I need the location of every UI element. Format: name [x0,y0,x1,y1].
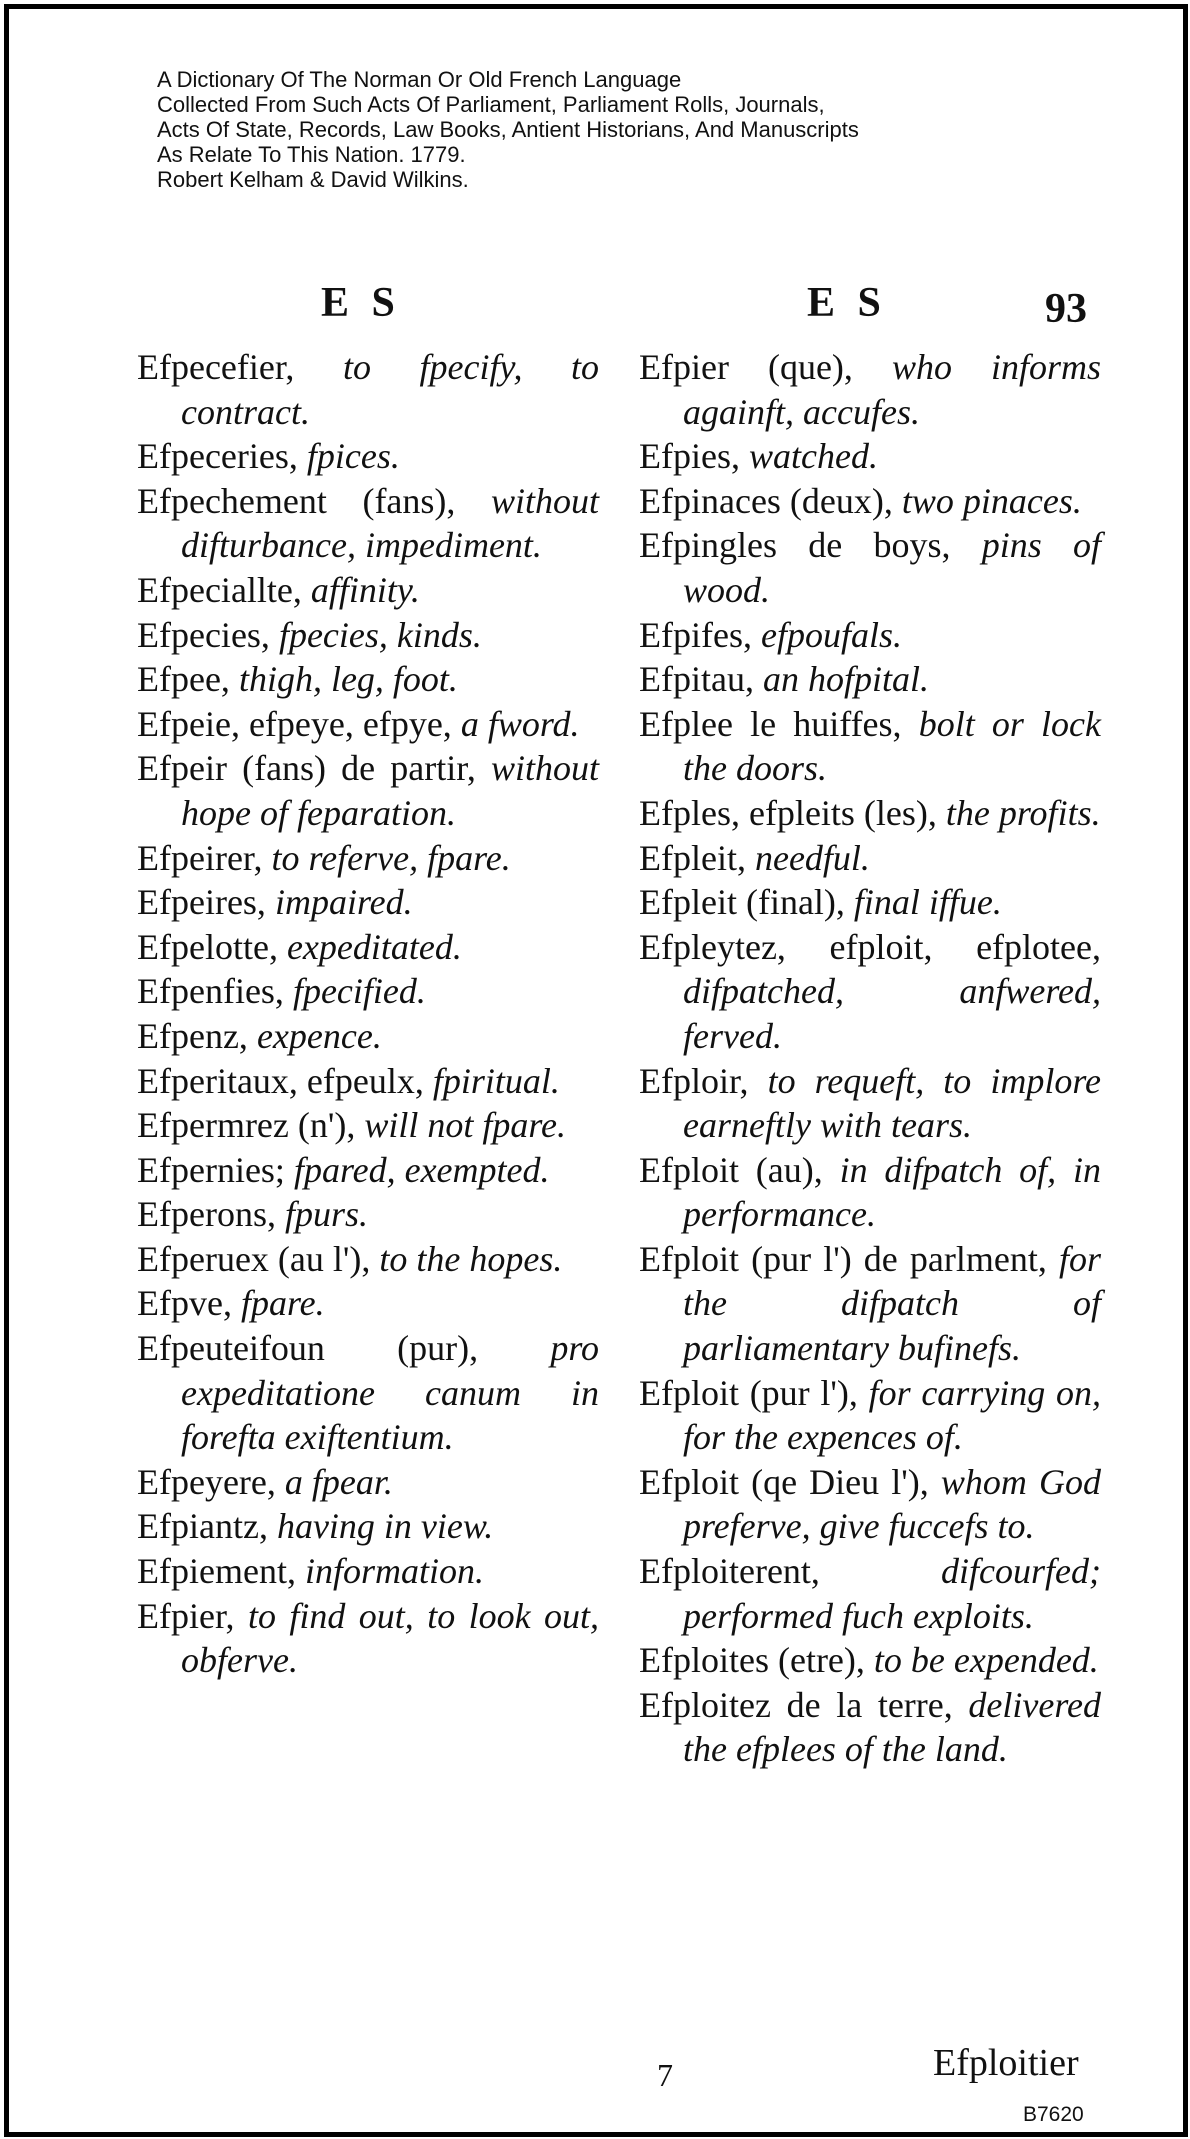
dictionary-entry [137,613,599,658]
entry-definition: to the hopes. [379,1238,563,1279]
entry-definition: information. [304,1551,484,1592]
dictionary-entry [137,1281,599,1326]
entry-headword: Efpies, [639,436,740,477]
entry-headword: Efpee, [137,659,230,700]
entry-headword: Efploit (qe Dieu l'), [639,1461,929,1502]
entry-definition: to referve, fpare. [271,837,511,878]
entry-headword: Efploites (etre), [639,1640,865,1681]
header-line: Acts Of State, Records, Law Books, Antient Historians, And Manuscripts [157,117,859,142]
entry-definition: impaired. [274,882,413,923]
dictionary-entry [639,1371,1101,1460]
reference-code: B7620 [1023,2103,1084,2126]
entry-definition: watched. [748,436,878,477]
dictionary-entry [137,702,599,747]
dictionary-entry [137,1059,599,1104]
header-line: Robert Kelham & David Wilkins. [157,167,469,192]
entry-headword: Efpiantz, [137,1506,268,1547]
dictionary-entry [137,1594,599,1683]
dictionary-entry [137,434,599,479]
entry-headword: Efples, efpleits (les), [639,792,937,833]
dictionary-entry [137,925,599,970]
entry-headword: Efpier, [137,1595,235,1636]
dictionary-entry [137,345,599,434]
entry-headword: Efploit (pur l') de parlment, [639,1238,1047,1279]
entry-definition: a fword. [460,703,580,744]
header-line: Collected From Such Acts Of Parliament, Parliament Rolls, Journals, [157,92,825,117]
dictionary-entry [639,1148,1101,1237]
entry-headword: Efpitau, [639,659,754,700]
entry-headword: Efplee le huiffes, [639,703,902,744]
entry-definition: without difturbance, impediment. [181,480,599,566]
right-column [639,345,1101,1772]
dictionary-entry [639,613,1101,658]
entry-headword: Efperitaux, efpeulx, [137,1060,424,1101]
entry-definition: having in view. [276,1506,494,1547]
entry-definition: difpatched, anfwered, ferved. [683,971,1101,1056]
dictionary-entry [639,1237,1101,1371]
entry-definition: an hofpital. [762,659,929,700]
dictionary-entry [137,1148,599,1193]
entry-headword: Efpenz, [137,1015,248,1056]
entry-definition: to be expended. [873,1640,1099,1681]
entry-headword: Efpenfies, [137,971,284,1012]
entry-definition: expence. [256,1015,382,1056]
dictionary-entry [137,969,599,1014]
entry-headword: Efploir, [639,1060,749,1101]
entry-definition: fpurs. [284,1194,368,1235]
dictionary-entry [137,836,599,881]
entry-definition: to find out, to look out, obferve. [181,1595,599,1681]
dictionary-entry [639,1460,1101,1549]
entry-definition: a fpear. [284,1461,393,1502]
dictionary-entry [639,836,1101,881]
dictionary-entry [639,1059,1101,1148]
left-column [137,345,599,1683]
page-number: 93 [1045,286,1087,332]
entry-headword: Efpelotte, [137,926,278,967]
running-head-left: E S [321,280,401,326]
dictionary-entry [137,1237,599,1282]
entry-definition: fpare. [240,1283,325,1324]
entry-definition: without hope of feparation. [181,748,599,833]
entry-headword: Efpeie, efpeye, efpye, [137,703,452,744]
dictionary-entry [137,479,599,568]
dictionary-entry [137,1460,599,1505]
entry-definition: delivered the efplees of the land. [683,1684,1101,1770]
entry-definition: fpared, exempted. [293,1149,550,1190]
entry-definition: pins of wood. [683,525,1102,610]
entry-headword: Efperuex (au l'), [137,1238,371,1279]
dictionary-entry [137,1192,599,1237]
entry-headword: Efpinaces (deux), [639,480,893,521]
entry-definition: for the difpatch of parliamentary bufinefs. [683,1238,1101,1369]
entry-headword: Efpeuteifoun (pur), [137,1328,479,1369]
header-line: As Relate To This Nation. 1779. [157,142,466,167]
entry-headword: Efploitez de la terre, [639,1684,953,1725]
dictionary-entry [137,568,599,613]
dictionary-entry [137,1014,599,1059]
entry-definition: bolt or lock the doors. [683,703,1101,789]
entry-definition: two pinaces. [901,480,1082,521]
entry-headword: Efpernies; [137,1149,285,1190]
entry-headword: Efploiterent, [639,1551,820,1592]
dictionary-entry [137,1504,599,1549]
entry-headword: Efpermrez (n'), [137,1105,356,1146]
dictionary-entry [137,880,599,925]
entry-headword: Efpier (que), [639,347,853,387]
entry-headword: Efpeirer, [137,837,263,878]
entry-headword: Efploit (pur l'), [639,1372,858,1413]
header-line: A Dictionary Of The Norman Or Old French Language [157,67,682,92]
entry-definition: fpiritual. [432,1060,560,1101]
dictionary-entry [639,523,1101,612]
entry-headword: Efpifes, [639,614,752,655]
dictionary-entry [137,746,599,835]
dictionary-entry [137,657,599,702]
entry-definition: needful. [754,837,870,878]
signature-mark: 7 [657,2057,673,2093]
dictionary-entry [639,791,1101,836]
dictionary-entry [639,880,1101,925]
entry-headword: Efploit (au), [639,1149,823,1190]
entry-headword: Efpingles de boys, [639,525,951,566]
entry-headword: Efpleit (final), [639,882,845,923]
catchword: Efploitier [933,2042,1079,2084]
entry-definition: for carrying on, for the expences of. [683,1372,1102,1458]
dictionary-entry [639,345,1101,434]
dictionary-entry [137,1549,599,1594]
dictionary-entry [639,702,1101,791]
entry-headword: Efpleytez, efploit, efplotee, [639,926,1101,967]
entry-definition: to requeft, to implore earneftly with tears. [683,1060,1101,1146]
entry-headword: Efpeyere, [137,1461,276,1502]
entry-headword: Efpleit, [639,837,746,878]
running-head-right: E S [807,280,887,326]
entry-definition: who informs againft, accufes. [683,347,1101,432]
entry-headword: Efpeires, [137,882,266,923]
dictionary-entry [639,1549,1101,1638]
dictionary-entry [639,479,1101,524]
entry-headword: Efpiement, [137,1551,296,1592]
entry-definition: the profits. [945,792,1101,833]
dictionary-entry [639,657,1101,702]
entry-definition: fpices. [306,436,400,477]
dictionary-entry [639,1638,1101,1683]
header-citation [157,67,859,192]
entry-headword: Efpve, [137,1283,232,1324]
entry-definition: in difpatch of, in performance. [683,1149,1101,1235]
entry-definition: will not fpare. [364,1105,567,1146]
dictionary-entry [639,1683,1101,1772]
dictionary-entry [639,925,1101,1059]
entry-definition: fpecies, kinds. [278,614,482,655]
entry-headword: Efpechement (fans), [137,480,456,521]
entry-definition: fpecified. [292,971,426,1012]
entry-headword: Efpeciallte, [137,569,302,610]
entry-headword: Efperons, [137,1194,276,1235]
entry-definition: thigh, leg, foot. [238,659,458,700]
entry-definition: to fpecify, to contract. [181,347,599,432]
entry-definition: expeditated. [286,926,462,967]
page-frame [4,4,1188,2137]
entry-definition: final iffue. [853,882,1002,923]
dictionary-entry [137,1103,599,1148]
entry-headword: Efpecefier, [137,347,295,387]
dictionary-entry [137,1326,599,1460]
entry-definition: pro expeditatione canum in forefta exiftentium. [181,1328,599,1458]
entry-headword: Efpeceries, [137,436,298,477]
entry-definition: difcourfed; performed fuch exploits. [683,1551,1101,1636]
dictionary-entry [639,434,1101,479]
entry-definition: efpoufals. [760,614,902,655]
entry-headword: Efpeir (fans) de partir, [137,748,476,789]
entry-definition: whom God preferve, give fuccefs to. [683,1461,1102,1547]
entry-definition: affinity. [310,569,420,610]
entry-headword: Efpecies, [137,614,270,655]
